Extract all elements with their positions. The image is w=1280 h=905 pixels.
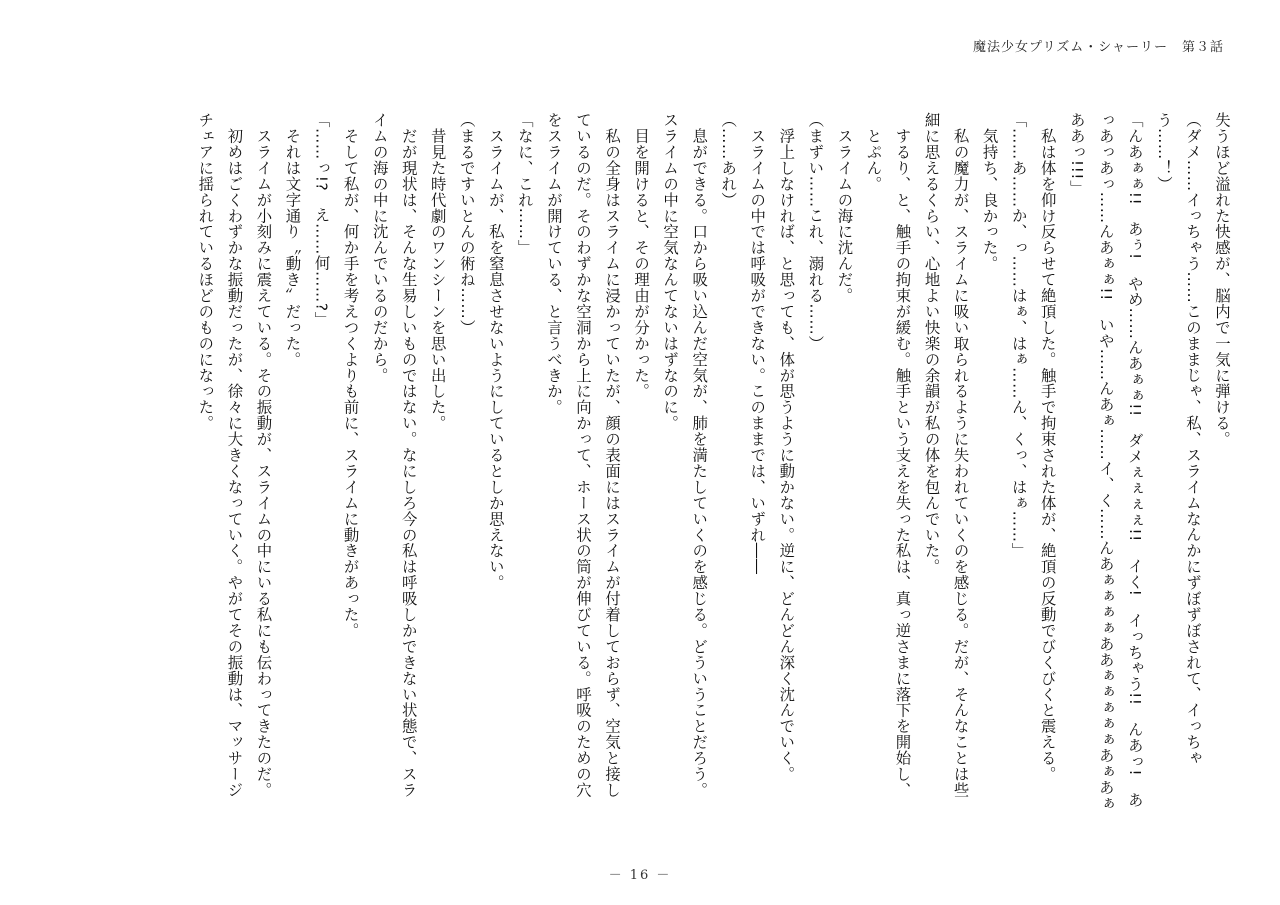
novel-body-text — [76, 112, 1236, 812]
text-line: 浮上しなければ、と思っても、体が思うように動かない。逆に、どんどん深く沈んでいく。 — [777, 112, 796, 782]
chapter-label: 第３話 — [1181, 40, 1224, 55]
book-title: 魔法少女プリズム・シャーリー — [973, 40, 1168, 55]
text-line: 私の魔力が、スライムに吸い取られるように失われていくのを感じる。だが、そんなことは些細に思えるくらい、心地よい快楽の余韻が私の体を包んでいた。 — [922, 112, 970, 798]
text-line: （まるですいとんの術ね……） — [457, 112, 476, 336]
text-line: （まずい……これ、溺れる……） — [806, 112, 825, 352]
text-line: スライムの海に沈んだ。 — [835, 112, 854, 304]
text-line: スライムの中では呼吸ができない。このままでは、いずれ―― — [748, 112, 767, 575]
text-line: 私の全身はスライムに浸かっていたが、顔の表面にはスライムが付着しておらず、空気と接しているのだ。そのわずかな空洞から上に向かって、ホース状の筒が伸びている。呼吸のための穴をスライムが開けている、と言うべきか。 — [544, 112, 622, 798]
text-line: 初めはごくわずかな振動だったが、徐々に大きくなっていく。やがてその振動は、マッサージチェアに揺られているほどのものになった。 — [196, 112, 244, 798]
text-line: 「……あ……か、っ……はぁ、はぁ……ん、くっ、はぁ……」 — [1009, 112, 1028, 559]
text-line: 私は体を仰け反らせて絶頂した。触手で拘束された体が、絶頂の反動でびくびくと震える。 — [1038, 112, 1057, 782]
text-line: それは文字通り〝動き〟だった。 — [283, 112, 302, 368]
text-line: 失うほど溢れた快感が、脳内で一気に弾ける。 — [1213, 112, 1231, 447]
text-line: （……あれ） — [719, 112, 738, 208]
text-line: だが現状は、そんな生易しいものではない。なにしろ今の私は呼吸しかできない状態で、スライムの海の中に沈んでいるのだから。 — [370, 112, 418, 798]
text-line: するり、と、触手の拘束が緩む。触手という支えを失った私は、真っ逆さまに落下を開始し、 — [893, 112, 912, 798]
text-line: 息ができる。口から吸い込んだ空気が、肺を満たしていくのを感じる。どういうことだろう。スライムの中に空気なんてないはずなのに。 — [661, 112, 709, 798]
text-line: とぷん。 — [864, 112, 883, 192]
text-line: 目を開けると、その理由が分かった。 — [632, 112, 651, 400]
running-header — [973, 36, 1224, 55]
text-line: （ダメ……イっちゃう……このままじゃ、私、スライムなんかにずぼずぼされて、イっちゃう……！） — [1154, 112, 1202, 766]
text-line: 「なに、これ……」 — [515, 112, 534, 256]
text-line: スライムが小刻みに震えている。その振動が、スライムの中にいる私にも伝わってきたのだ。 — [254, 112, 273, 798]
text-line: 「んあぁぁ!! あぅ! やめ……んあぁぁ!! ダメぇぇぇぇ!! イく! イっちゃう!! んあっ! あっあっあっ……んあぁぁ!! いや……んあぁ……イ、く……んあぁぁぁぁああぁぁぁぁぁあぁあぁああっ!!!」 — [1067, 112, 1144, 812]
text-line: そして私が、何か手を考えつくよりも前に、スライムに動きがあった。 — [341, 112, 360, 639]
text-line: スライムが、私を窒息させないようにしているとしか思えない。 — [486, 112, 505, 591]
text-line: 気持ち、良かった。 — [980, 112, 999, 272]
page-number: － 16 － — [608, 868, 672, 883]
text-line: 昔見た時代劇のワンシーンを思い出した。 — [428, 112, 447, 431]
text-line: 「……っ!? え……何……?」 — [312, 112, 331, 328]
